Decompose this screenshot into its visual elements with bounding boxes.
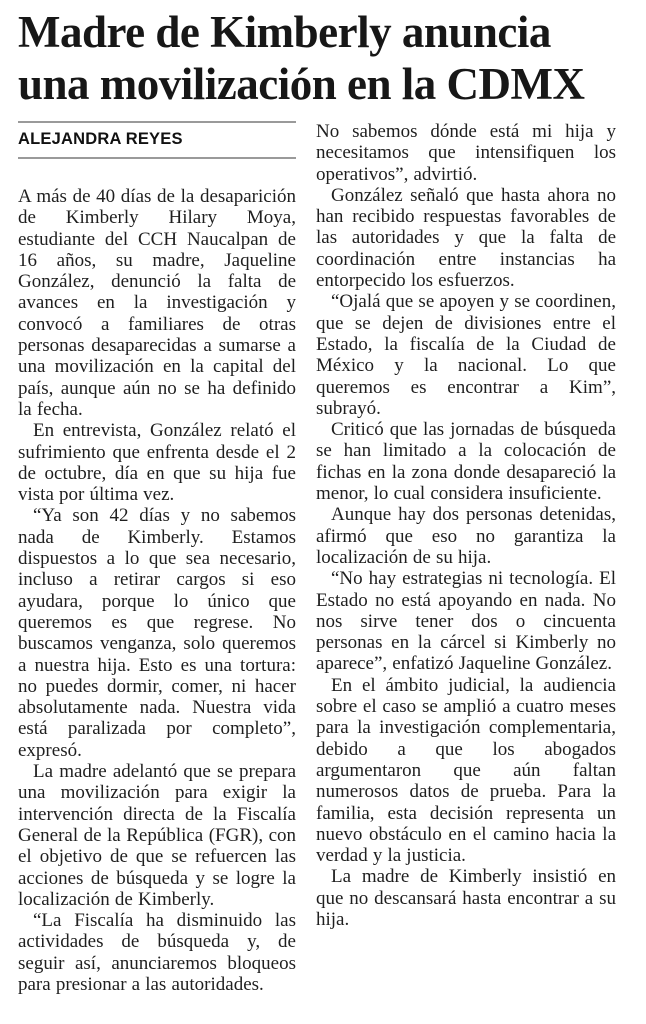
article-paragraph: “Ya son 42 días y no sabemos nada de Kimberly. Estamos dispuestos a lo que sea necesario, incluso a retirar cargos si eso ayudara, porque lo único que queremos es que regrese. No buscamos venganza, solo queremos a nuestra hija. Esto es una tortura: no puedes dormir, comer, ni hacer absolutamente nada. Nuestra vida está paralizada por completo”, expresó.	[18, 505, 296, 761]
headline-line-2: una movilización en la CDMX	[18, 59, 585, 109]
headline-line-1: Madre de Kimberly anuncia	[18, 7, 551, 57]
article-body-right	[316, 121, 616, 930]
article-paragraph: “La Fiscalía ha disminuido las actividades de búsqueda y, de seguir así, anunciaremos bloqueos para presionar a las autoridades.	[18, 910, 296, 995]
article-column-left	[18, 121, 296, 995]
article-paragraph: “No hay estrategias ni tecnología. El Estado no está apoyando en nada. No nos sirve tener dos o cincuenta personas en la cárcel si Kimberly no aparece”, enfatizó Jaqueline González.	[316, 568, 616, 675]
article-paragraph: “Ojalá que se apoyen y se coordinen, que se dejen de divisiones entre el Estado, la fiscalía de la Ciudad de México y la nacional. Lo que queremos es encontrar a Kim”, subrayó.	[316, 291, 616, 419]
article-paragraph: A más de 40 días de la desaparición de Kimberly Hilary Moya, estudiante del CCH Naucalpan de 16 años, su madre, Jaqueline González, denunció la falta de avances en la investigación y convocó a familiares de otras personas desaparecidas a sumarse a una movilización en la capital del país, aunque aún no se ha definido la fecha.	[18, 186, 296, 420]
article-paragraph: Criticó que las jornadas de búsqueda se han limitado a la colocación de fichas en la zona donde desapareció la menor, lo cual considera insuficiente.	[316, 419, 616, 505]
byline-author: ALEJANDRA REYES	[18, 130, 183, 148]
article-paragraph: En entrevista, González relató el sufrimiento que enfrenta desde el 2 de octubre, día en que su hija fue vista por última vez.	[18, 420, 296, 506]
article-column-right	[316, 121, 616, 995]
article-paragraph: González señaló que hasta ahora no han recibido respuestas favorables de las autoridades y que la falta de coordinación entre instancias ha entorpecido los esfuerzos.	[316, 184, 616, 292]
article-paragraph: La madre adelantó que se prepara una movilización para exigir la intervención directa de la Fiscalía General de la República (FGR), con el objetivo de que se refuercen las acciones de búsqueda y se logre la localización de Kimberly.	[18, 761, 296, 910]
article-paragraph: En el ámbito judicial, la audiencia sobre el caso se amplió a cuatro meses para la investigación complementaria, debido a que los abogados argumentaron que aún faltan numerosos datos de prueba. Para la familia, esta decisión representa un nuevo obstáculo en el camino hacia la verdad y la justicia.	[316, 674, 616, 867]
byline-block	[18, 121, 296, 159]
article-paragraph: No sabemos dónde está mi hija y necesitamos que intensifiquen los operativos”, advirtió.	[316, 121, 616, 185]
article-paragraph: Aunque hay dos personas detenidas, afirmó que eso no garantiza la localización de su hija.	[316, 504, 616, 568]
article-body-left	[18, 186, 296, 995]
article-columns	[18, 121, 616, 995]
article-paragraph: La madre de Kimberly insistió en que no descansará hasta encontrar a su hija.	[316, 866, 616, 930]
article-headline	[18, 6, 618, 110]
